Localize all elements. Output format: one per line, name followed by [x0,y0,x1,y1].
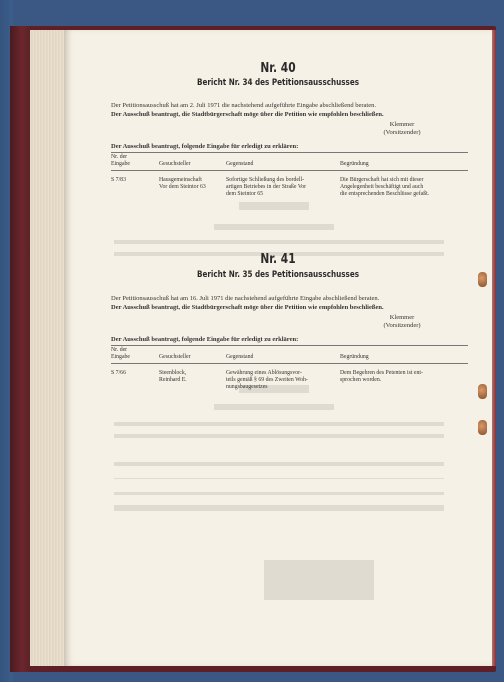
header-reason: Begründung [340,354,369,360]
table-header-rule [111,170,468,171]
row-subject: teils gemäß § 69 des Zweiten Woh- [226,377,308,383]
intro-text: Der Petitionsausschuß hat am 2. Juli 1971 die nachstehend aufgeführte Eingabe abschließend beraten. [111,102,376,109]
bleed-through-mark [264,560,374,600]
bleed-through-mark [114,434,444,438]
report-title: Bericht Nr. 35 des Petitionsausschusses [196,270,360,280]
chair-role: (Vorsitzender) [383,129,421,136]
bleed-through-mark [114,422,444,426]
row-subject: artigen Betriebes in der Straße Vor [226,184,307,190]
header-subject: Gegenstand [226,161,254,167]
binder-clip [478,420,487,435]
header-nr-line1: Nr. der [111,347,128,353]
intro-text: Der Petitionsausschuß hat am 16. Juli 1971 die nachstehend aufgeführte Eingabe abschließend beraten. [111,295,380,302]
table-top-rule [111,345,468,346]
header-nr-line2: Eingabe [111,161,130,167]
binder-spine [10,26,30,672]
motion-text: Der Ausschuß beantragt, die Stadtbürgerschaft möge über die Petition wie empfohlen beschließen. [111,111,384,118]
bleed-through-mark [239,202,309,210]
motion-text: Der Ausschuß beantragt, die Stadtbürgerschaft möge über die Petition wie empfohlen beschließen. [111,304,384,311]
bleed-through-mark [114,505,444,511]
table-intro: Der Ausschuß beantragt, folgende Eingabe für erledigt zu erklären: [111,336,299,343]
header-subject: Gegenstand [226,354,254,360]
binder-clip [478,384,487,399]
section-number: Nr. 40 [260,61,296,76]
row-subject: Gewährung eines Ablösungsvor- [226,370,302,376]
row-reason: Die Bürgerschaft hat sich mit dieser [340,177,424,183]
bleed-through-mark [114,492,444,495]
row-subject: nungsbaugesetzes [226,384,268,390]
header-reason: Begründung [340,161,369,167]
row-petitioner: Hausgemeinschaft [159,177,202,183]
chair-role: (Vorsitzender) [383,322,421,329]
row-subject: Sofortige Schließung des bordell- [226,177,305,183]
binder-clip [478,272,487,287]
chair-name: Klemmer [389,314,415,321]
row-reason: Dem Begehren des Petenten ist ent- [340,370,423,376]
row-petitioner: Reinhard E. [159,377,187,383]
row-reason: sprochen worden. [340,377,382,383]
row-petitioner: Steenblock, [159,370,187,376]
chair-name: Klemmer [389,121,415,128]
header-petitioner: Gesuchsteller [159,354,191,360]
table-header-rule [111,363,468,364]
row-reason: Angelegenheit beschäftigt und auch [340,184,424,190]
header-nr-line1: Nr. der [111,154,128,160]
row-petitioner: Vor dem Steintor 63 [159,184,206,190]
report-title: Bericht Nr. 34 des Petitionsausschusses [196,78,360,88]
table-top-rule [111,152,468,153]
bleed-through-mark [214,224,334,230]
bleed-through-mark [114,462,444,466]
row-reason: die entsprechenden Beschlüsse gefaßt. [340,191,430,197]
row-nr: S 7/66 [111,370,126,376]
row-nr: S 7/83 [111,177,126,183]
bleed-through-mark [114,478,444,479]
bleed-through-mark [114,240,444,244]
header-nr-line2: Eingabe [111,354,130,360]
header-petitioner: Gesuchsteller [159,161,191,167]
row-subject: dem Steintor 65 [226,191,264,197]
section-number: Nr. 41 [260,252,296,267]
bleed-through-mark [214,404,334,410]
table-intro: Der Ausschuß beantragt, folgende Eingabe für erledigt zu erklären: [111,143,299,150]
